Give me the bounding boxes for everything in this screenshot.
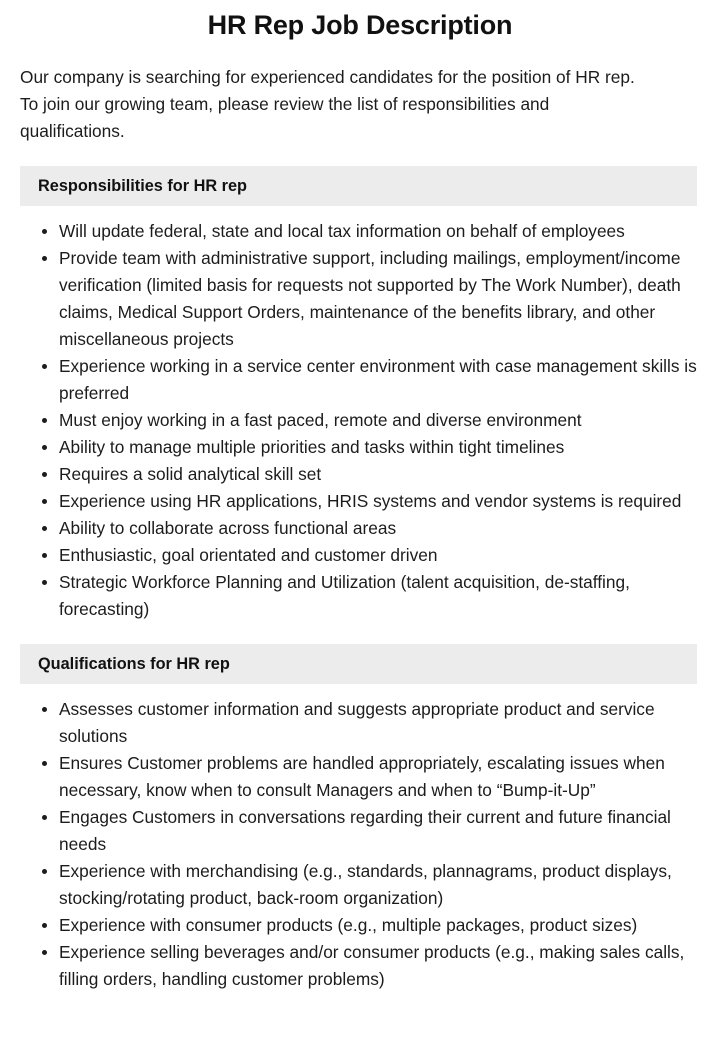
list-item bbox=[0, 434, 697, 461]
bullet-icon bbox=[42, 950, 47, 955]
list-item bbox=[0, 488, 697, 515]
list-item-text: Experience with consumer products (e.g., multiple packages, product sizes) bbox=[59, 915, 638, 935]
list-item bbox=[0, 542, 697, 569]
intro-paragraph: Our company is searching for experienced candidates for the position of HR rep. To join our growing team, please review the list of responsibilities and qualifications. bbox=[20, 67, 635, 141]
page-title: HR Rep Job Description bbox=[207, 10, 513, 40]
qualifications-list bbox=[0, 684, 720, 993]
list-item-text: Must enjoy working in a fast paced, remote and diverse environment bbox=[59, 410, 582, 430]
list-item-text: Enthusiastic, goal orientated and customer driven bbox=[59, 545, 438, 565]
list-item-text: Provide team with administrative support, including mailings, employment/income verification (limited basis for requests not supported by The Work Number), death claims, Medical Support Orders, maintenance of the benefits library, and other miscellaneous projects bbox=[59, 248, 681, 349]
list-item-text: Will update federal, state and local tax information on behalf of employees bbox=[59, 221, 625, 241]
list-item-text: Ability to manage multiple priorities and tasks within tight timelines bbox=[59, 437, 565, 457]
list-item-text: Requires a solid analytical skill set bbox=[59, 464, 322, 484]
bullet-icon bbox=[42, 445, 47, 450]
list-item bbox=[0, 804, 697, 858]
bullet-icon bbox=[42, 707, 47, 712]
bullet-icon bbox=[42, 472, 47, 477]
section-responsibilities bbox=[0, 166, 720, 623]
list-item-text: Strategic Workforce Planning and Utilization (talent acquisition, de-staffing, forecasting) bbox=[59, 572, 630, 619]
responsibilities-list bbox=[0, 206, 720, 623]
bullet-icon bbox=[42, 580, 47, 585]
bullet-icon bbox=[42, 499, 47, 504]
list-item-text: Experience selling beverages and/or consumer products (e.g., making sales calls, filling orders, handling customer problems) bbox=[59, 942, 685, 989]
list-item bbox=[0, 696, 697, 750]
list-item-text: Ability to collaborate across functional areas bbox=[59, 518, 397, 538]
section-header-responsibilities: Responsibilities for HR rep bbox=[20, 166, 697, 206]
list-item-text: Assesses customer information and suggests appropriate product and service solutions bbox=[59, 699, 655, 746]
bullet-icon bbox=[42, 526, 47, 531]
list-item-text: Engages Customers in conversations regarding their current and future financial needs bbox=[59, 807, 671, 854]
section-header-qualifications: Qualifications for HR rep bbox=[20, 644, 697, 684]
list-item-text: Experience using HR applications, HRIS systems and vendor systems is required bbox=[59, 491, 682, 511]
bullet-icon bbox=[42, 761, 47, 766]
section-qualifications bbox=[0, 644, 720, 993]
bullet-icon bbox=[42, 256, 47, 261]
list-item-text: Experience with merchandising (e.g., standards, plannagrams, product displays, stocking/rotating product, back-room organization) bbox=[59, 861, 672, 908]
bullet-icon bbox=[42, 418, 47, 423]
bullet-icon bbox=[42, 229, 47, 234]
list-item bbox=[0, 939, 697, 993]
list-item bbox=[0, 353, 697, 407]
list-item bbox=[0, 750, 697, 804]
list-item bbox=[0, 515, 697, 542]
list-item bbox=[0, 407, 697, 434]
list-item bbox=[0, 245, 697, 353]
bullet-icon bbox=[42, 869, 47, 874]
list-item bbox=[0, 218, 697, 245]
list-item-text: Ensures Customer problems are handled appropriately, escalating issues when necessary, know when to consult Managers and when to “Bump-it-Up” bbox=[59, 753, 665, 800]
bullet-icon bbox=[42, 923, 47, 928]
bullet-icon bbox=[42, 553, 47, 558]
list-item bbox=[0, 569, 697, 623]
list-item-text: Experience working in a service center environment with case management skills is preferred bbox=[59, 356, 697, 403]
bullet-icon bbox=[42, 364, 47, 369]
list-item bbox=[0, 912, 697, 939]
list-item bbox=[0, 461, 697, 488]
list-item bbox=[0, 858, 697, 912]
bullet-icon bbox=[42, 815, 47, 820]
